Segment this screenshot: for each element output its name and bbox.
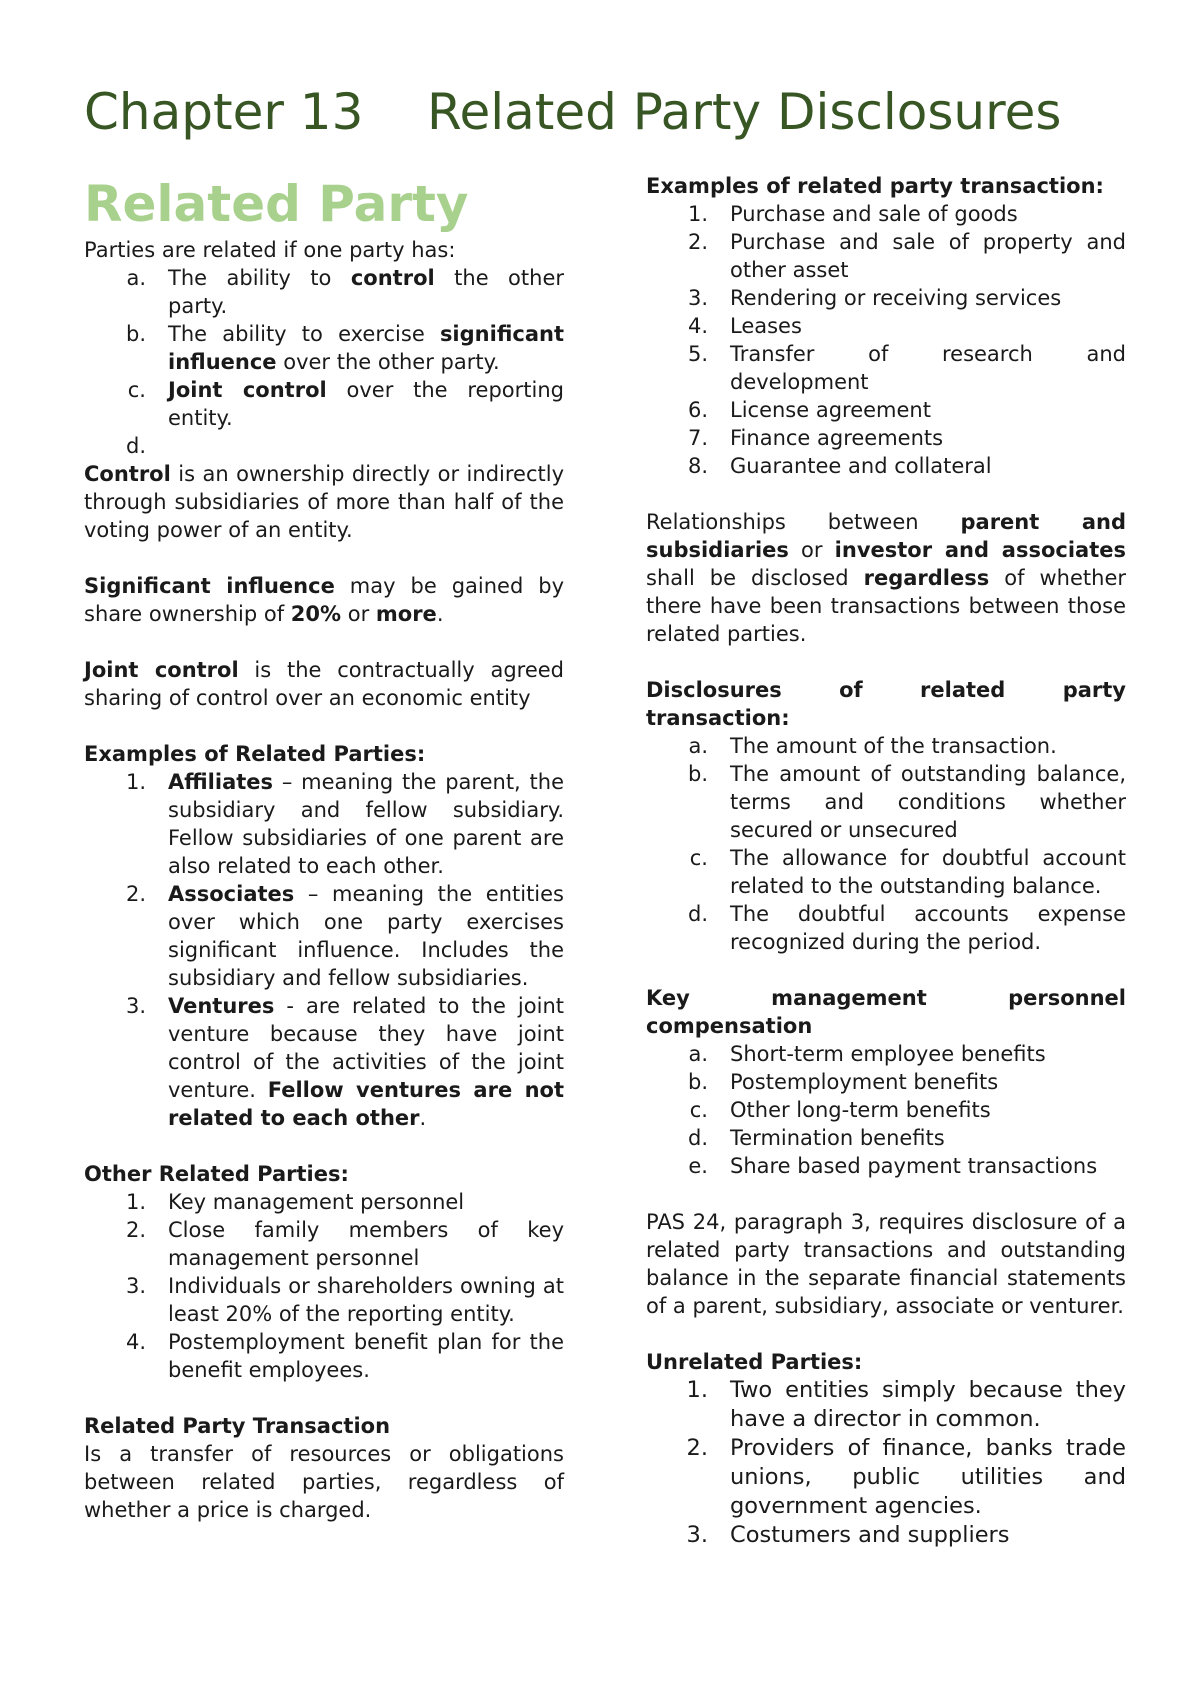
list-item: b. Postemployment benefits bbox=[687, 1070, 999, 1094]
other-related-list bbox=[84, 1188, 564, 1384]
relationships-paragraph: Relationships between parent and subsidiaries or investor and associates shall be disclosed regardless of whether there have been transactions between those related parties. bbox=[646, 510, 1126, 646]
list-item: 3. Individuals or shareholders owning at least 20% of the reporting entity. bbox=[125, 1274, 564, 1326]
transaction-heading: Related Party Transaction bbox=[84, 1414, 391, 1438]
list-item: d. The doubtful accounts expense recognized during the period. bbox=[687, 902, 1126, 954]
other-related-heading: Other Related Parties: bbox=[84, 1162, 349, 1186]
list-item: 1. Key management personnel bbox=[125, 1190, 465, 1214]
list-item: 2. Associates – meaning the entities over which one party exercises significant influence. Includes the subsidiary and fellow subsidiaries. bbox=[125, 882, 564, 990]
left-column bbox=[84, 172, 564, 1524]
list-item: 1. Two entities simply because they have a director in common. bbox=[686, 1377, 1126, 1432]
unrelated-list bbox=[646, 1376, 1126, 1550]
transaction-text: Is a transfer of resources or obligations between related parties, regardless of whether a price is charged. bbox=[84, 1442, 564, 1522]
list-item: 2. Providers of finance, banks trade unions, public utilities and government agencies. bbox=[686, 1435, 1126, 1519]
disclosures-heading: Disclosures of related party transaction: bbox=[646, 678, 1126, 730]
list-item: d. Termination benefits bbox=[687, 1126, 945, 1150]
list-item: c. The allowance for doubtful account related to the outstanding balance. bbox=[689, 846, 1126, 898]
control-definition: Control is an ownership directly or indirectly through subsidiaries of more than half of the voting power of an entity. bbox=[84, 462, 564, 542]
list-item: b. The amount of outstanding balance, terms and conditions whether secured or unsecured bbox=[687, 762, 1126, 842]
list-item: 2. Purchase and sale of property and other asset bbox=[687, 230, 1126, 282]
list-item: c. Joint control over the reporting entity. bbox=[127, 378, 564, 430]
list-item: 3. Ventures - are related to the joint venture because they have joint control of the activities of the joint venture. Fellow ventures are not related to each other. bbox=[125, 994, 564, 1130]
list-item: 7. Finance agreements bbox=[687, 426, 944, 450]
intro-text: Parties are related if one party has: bbox=[84, 238, 456, 262]
list-item: 3. Rendering or receiving services bbox=[687, 286, 1062, 310]
list-item: 3. Costumers and suppliers bbox=[686, 1522, 1010, 1548]
list-item: c. Other long-term benefits bbox=[689, 1098, 991, 1122]
list-item: b. The ability to exercise significant influence over the other party. bbox=[125, 322, 564, 374]
list-item: 4. Leases bbox=[687, 314, 802, 338]
list-item: 2. Close family members of key management personnel bbox=[125, 1218, 564, 1270]
kmp-list bbox=[646, 1040, 1126, 1180]
examples-heading: Examples of Related Parties: bbox=[84, 742, 426, 766]
transaction-examples-list bbox=[646, 200, 1126, 480]
significant-influence-definition: Significant influence may be gained by share ownership of 20% or more. bbox=[84, 574, 564, 626]
page-title: Chapter 13 Related Party Disclosures bbox=[84, 83, 1062, 141]
disclosures-list bbox=[646, 732, 1126, 956]
kmp-heading: Key management personnel compensation bbox=[646, 986, 1126, 1038]
list-item: 4. Postemployment benefit plan for the benefit employees. bbox=[125, 1330, 564, 1382]
transaction-examples-heading: Examples of related party transaction: bbox=[646, 174, 1104, 198]
list-item: 1. Purchase and sale of goods bbox=[687, 202, 1018, 226]
list-item: 1. Affiliates – meaning the parent, the subsidiary and fellow subsidiary. Fellow subsidiaries of one parent are also related to each other. bbox=[125, 770, 564, 878]
list-item: e. Share based payment transactions bbox=[688, 1154, 1098, 1178]
section-heading-related-party: Related Party bbox=[84, 175, 469, 233]
list-item: a. The amount of the transaction. bbox=[688, 734, 1057, 758]
unrelated-heading: Unrelated Parties: bbox=[646, 1350, 863, 1374]
joint-control-definition: Joint control is the contractually agreed sharing of control over an economic entity bbox=[84, 658, 564, 710]
list-item: a. Short-term employee benefits bbox=[688, 1042, 1046, 1066]
right-column bbox=[646, 172, 1126, 1550]
examples-list bbox=[84, 768, 564, 1132]
related-if-list bbox=[84, 264, 564, 460]
list-item: 8. Guarantee and collateral bbox=[687, 454, 992, 478]
pas-paragraph: PAS 24, paragraph 3, requires disclosure of a related party transactions and outstanding balance in the separate financial statements of a parent, subsidiary, associate or venturer. bbox=[646, 1210, 1126, 1318]
list-item: d. bbox=[125, 434, 146, 458]
list-item: 5. Transfer of research and development bbox=[687, 342, 1126, 394]
list-item: a. The ability to control the other party. bbox=[126, 266, 564, 318]
list-item: 6. License agreement bbox=[687, 398, 931, 422]
